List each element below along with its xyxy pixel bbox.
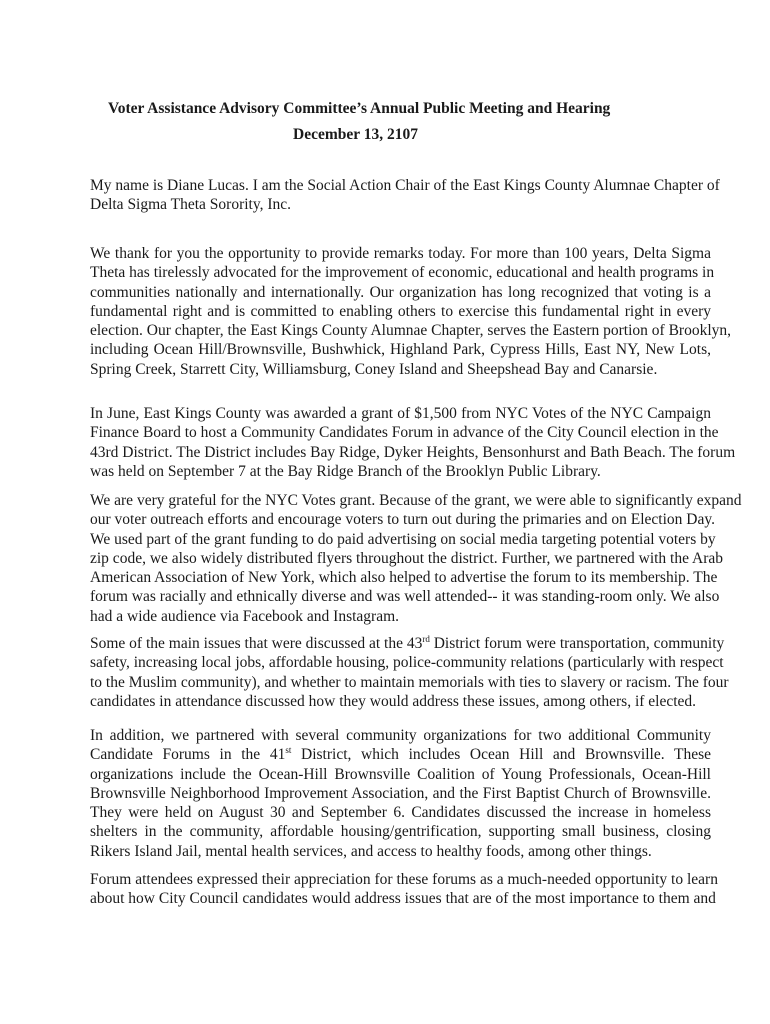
paragraph-appreciation (90, 870, 718, 909)
text-line (90, 633, 725, 653)
text-line: Delta Sigma Theta Sorority, Inc. (90, 196, 292, 214)
text-line: We are very grateful for the NYC Votes grant. Because of the grant, we were able to significantly expand (90, 492, 742, 509)
text-line: Finance Board to host a Community Candidates Forum in advance of the City Council election in the (90, 424, 719, 442)
text-line: safety, increasing local jobs, affordable housing, police-community relations (particularly with respect (90, 654, 724, 672)
text-line: In June, East Kings County was awarded a grant of $1,500 from NYC Votes of the NYC Campaign (90, 405, 711, 422)
text-line: Rikers Island Jail, mental health services, and access to healthy foods, among other things. (90, 842, 652, 860)
text-line: fundamental right and is committed to enabling others to exercise this fundamental right in every (90, 302, 711, 320)
text-line: We thank for you the opportunity to provide remarks today. For more than 100 years, Delta Sigma (90, 245, 711, 262)
paragraph-introduction (90, 176, 720, 215)
text-line: In addition, we partnered with several community organizations for two additional Community (90, 727, 711, 744)
text-line: to the Muslim community), and whether to maintain memorials with ties to slavery or racism. The four (90, 673, 729, 691)
text-segment: Some of the main issues that were discussed at the 43 (90, 635, 423, 652)
text-line: was held on September 7 at the Bay Ridge Branch of the Brooklyn Public Library. (90, 462, 601, 480)
text-line: candidates in attendance discussed how they would address these issues, among others, if elected. (90, 692, 697, 710)
text-line: My name is Diane Lucas. I am the Social Action Chair of the East Kings County Alumnae Chapter of (90, 177, 720, 194)
text-line: organizations include the Ocean-Hill Brownsville Coalition of Young Professionals, Ocean-Hill (90, 765, 711, 783)
ordinal-suffix: st (285, 745, 292, 756)
paragraph-grant (90, 404, 736, 481)
paragraph-issues (90, 633, 729, 711)
paragraph-outreach (90, 491, 742, 626)
text-line: They were held on August 30 and September 6. Candidates discussed the increase in homeless (90, 804, 711, 822)
text-line: election. Our chapter, the East Kings County Alumnae Chapter, serves the Eastern portion of Brooklyn, (90, 322, 731, 340)
ordinal-suffix: rd (422, 633, 430, 644)
text-line: We used part of the grant funding to do paid advertising on social media targeting potential voters by (90, 530, 716, 548)
text-line: Brownsville Neighborhood Improvement Association, and the First Baptist Church of Brownsville. (90, 784, 711, 802)
text-line: zip code, we also widely distributed flyers throughout the district. Further, we partnered with the Arab (90, 549, 723, 567)
text-line: 43rd District. The District includes Bay Ridge, Dyker Heights, Bensonhurst and Bath Beach. The forum (90, 443, 736, 461)
text-line: Forum attendees expressed their appreciation for these forums as a much-needed opportunity to learn (90, 871, 718, 888)
text-line: shelters in the community, affordable housing/gentrification, supporting small business, closing (90, 823, 711, 841)
text-line: communities nationally and internationally. Our organization has long recognized that voting is a (90, 283, 711, 301)
text-segment: District, which includes Ocean Hill and Brownsville. These (291, 746, 711, 764)
text-line: our voter outreach efforts and encourage voters to turn out during the primaries and on Election Day. (90, 511, 715, 529)
text-line: including Ocean Hill/Brownsville, Bushwhick, Highland Park, Cypress Hills, East NY, New Lots, (90, 341, 711, 359)
text-line (90, 745, 711, 764)
text-line: American Association of New York, which also helped to advertise the forum to its membership. The (90, 569, 718, 587)
document-date: December 13, 2107 (293, 126, 418, 143)
text-segment: District forum were transportation, community (429, 635, 725, 652)
paragraph-organization (90, 244, 731, 379)
text-segment: Candidate Forums in the 41 (90, 746, 286, 764)
text-line: about how City Council candidates would address issues that are of the most importance to them and (90, 890, 716, 908)
text-line: forum was racially and ethnically diverse and was well attended-- it was standing-room only. We also (90, 588, 720, 606)
text-line: Theta has tirelessly advocated for the improvement of economic, educational and health programs in (90, 264, 715, 282)
text-line: Spring Creek, Starrett City, Williamsburg, Coney Island and Sheepshead Bay and Canarsie. (90, 360, 658, 378)
document-title: Voter Assistance Advisory Committee’s Annual Public Meeting and Hearing (108, 100, 611, 117)
paragraph-partnerships (90, 726, 711, 861)
text-line: had a wide audience via Facebook and Instagram. (90, 607, 400, 625)
